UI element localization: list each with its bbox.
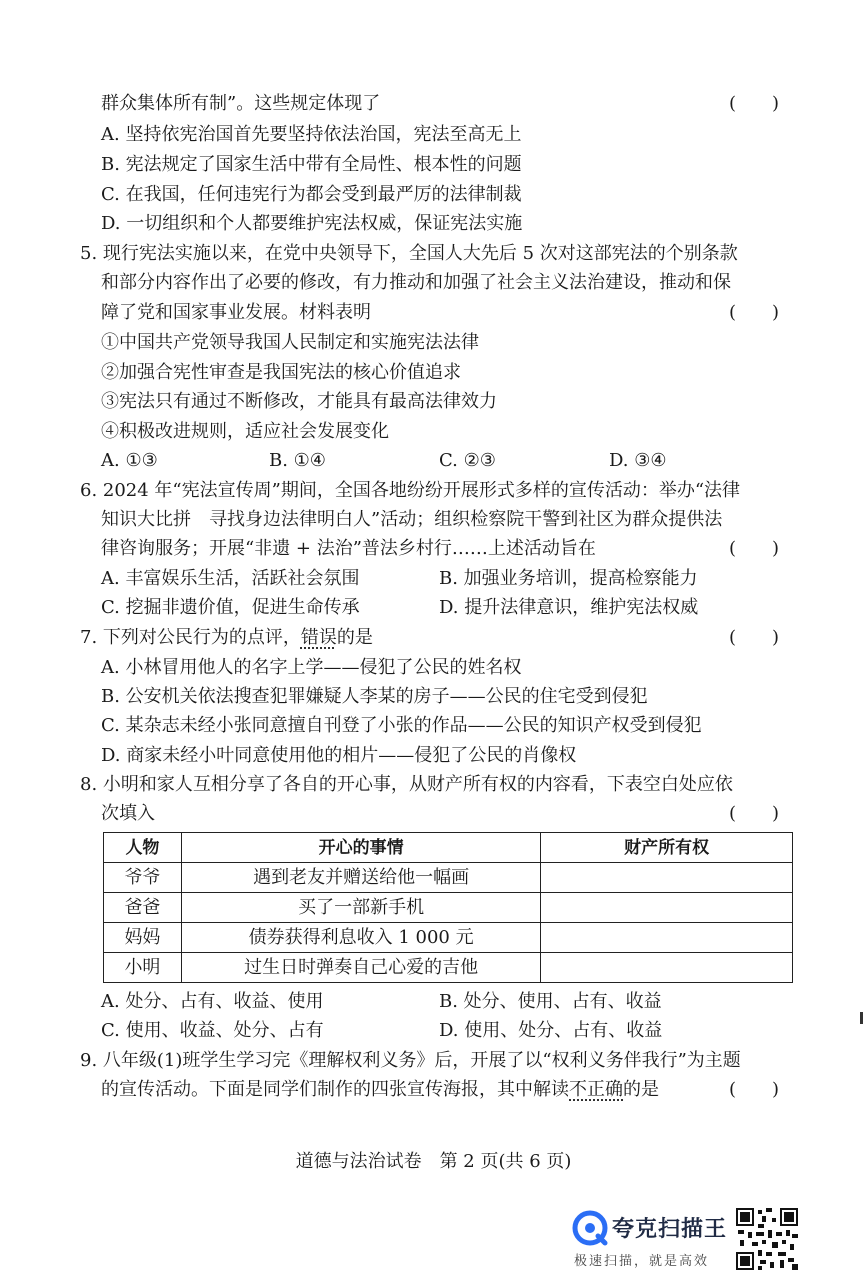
watermark-slogan: 极速扫描，就是高效 — [574, 1254, 710, 1269]
q4-stem-end: 群众集体所有制”。这些规定体现了 — [101, 93, 381, 114]
q7-emphasis — [301, 627, 337, 648]
table-cell-event: 买了一部新手机 — [181, 893, 540, 923]
q8-answer-paren: ( ) — [729, 803, 780, 824]
q7-stem — [80, 626, 373, 650]
q6-option-d: D. 提升法律意识，维护宪法权威 — [439, 597, 699, 618]
q8-stem-line1: 8. 小明和家人互相分享了各自的开心事，从财产所有权的内容看，下表空白处应依 — [80, 774, 733, 795]
table-cell-event: 过生日时弹奏自己心爱的吉他 — [181, 953, 540, 983]
table-header-row — [104, 833, 793, 863]
q8-option-d: D. 使用、处分、占有、收益 — [439, 1020, 663, 1041]
quark-logo-icon — [572, 1210, 608, 1246]
q6-stem-line2: 知识大比拼 寻找身边法律明白人”活动；组织检察院干警到社区为群众提供法 — [101, 509, 723, 530]
page-footer: 道德与法治试卷 第 2 页(共 6 页) — [295, 1151, 572, 1172]
table-cell-person: 爸爸 — [104, 893, 182, 923]
table-cell-event: 遇到老友并赠送给他一幅画 — [181, 863, 540, 893]
table-cell-blank — [541, 863, 793, 893]
q6-answer-paren: ( ) — [729, 538, 780, 559]
table-header-cell: 财产所有权 — [541, 833, 793, 863]
property-table — [103, 832, 793, 983]
table-cell-person: 小明 — [104, 953, 182, 983]
q5-option-a: A. ①③ — [101, 450, 158, 471]
q7-stem-pre: 7. 下列对公民行为的点评， — [80, 627, 301, 648]
q7-emphasis-text: 错误 — [300, 627, 337, 648]
q5-statement-2: ②加强合宪性审查是我国宪法的核心价值追求 — [101, 362, 461, 383]
table-cell-person: 妈妈 — [104, 923, 182, 953]
q5-option-b: B. ①④ — [269, 450, 326, 471]
q7-option-a: A. 小林冒用他人的名字上学——侵犯了公民的姓名权 — [101, 657, 522, 678]
q4-option-b: B. 宪法规定了国家生活中带有全局性、根本性的问题 — [101, 154, 522, 175]
q6-stem-line1: 6. 2024 年“宪法宣传周”期间，全国各地纷纷开展形式多样的宣传活动：举办“法律 — [80, 480, 741, 501]
table-row — [104, 863, 793, 893]
q5-statement-1: ①中国共产党领导我国人民制定和实施宪法法律 — [101, 332, 479, 353]
q4-option-d: D. 一切组织和个人都要维护宪法权威，保证宪法实施 — [101, 213, 523, 234]
q5-answer-paren: ( ) — [729, 302, 780, 323]
table-cell-blank — [541, 923, 793, 953]
q5-stem-line3: 障了党和国家事业发展。材料表明 — [101, 302, 371, 323]
q4-option-c: C. 在我国，任何违宪行为都会受到最严厉的法律制裁 — [101, 184, 522, 205]
q4-option-a: A. 坚持依宪治国首先要坚持依法治国，宪法至高无上 — [101, 124, 522, 145]
q8-option-a: A. 处分、占有、收益、使用 — [101, 991, 324, 1012]
q9-stem-line1: 9. 八年级(1)班学生学习完《理解权利义务》后，开展了以“权利义务伴我行”为主题 — [80, 1050, 741, 1071]
q7-stem-post: 的是 — [336, 627, 373, 648]
q7-option-b: B. 公安机关依法搜查犯罪嫌疑人李某的房子——公民的住宅受到侵犯 — [101, 686, 648, 707]
table-cell-person: 爷爷 — [104, 863, 182, 893]
q9-answer-paren: ( ) — [729, 1079, 780, 1100]
q4-answer-paren: ( ) — [729, 93, 780, 114]
q8-option-b: B. 处分、使用、占有、收益 — [439, 991, 662, 1012]
table-cell-event: 债券获得利息收入 1 000 元 — [181, 923, 540, 953]
q9-stem-line2 — [101, 1078, 659, 1102]
q5-option-c: C. ②③ — [439, 450, 496, 471]
table-row — [104, 923, 793, 953]
q5-option-d: D. ③④ — [609, 450, 667, 471]
q8-stem-line2: 次填入 — [101, 803, 155, 824]
q6-option-c: C. 挖掘非遗价值，促进生命传承 — [101, 597, 360, 618]
q6-option-a: A. 丰富娱乐生活，活跃社会氛围 — [101, 568, 360, 589]
watermark-app-name: 夸克扫描王 — [612, 1217, 728, 1242]
q7-option-c: C. 某杂志未经小张同意擅自刊登了小张的作品——公民的知识产权受到侵犯 — [101, 715, 702, 736]
q9-stem-pre: 的宣传活动。下面是同学们制作的四张宣传海报，其中解读 — [101, 1079, 569, 1100]
q9-emphasis: 不正确 — [569, 1079, 623, 1100]
table-header-cell: 开心的事情 — [181, 833, 540, 863]
q6-option-b: B. 加强业务培训，提高检察能力 — [439, 568, 698, 589]
q6-stem-line3: 律咨询服务；开展“非遗 + 法治”普法乡村行……上述活动旨在 — [101, 538, 596, 559]
table-cell-blank — [541, 953, 793, 983]
table-header-cell: 人物 — [104, 833, 182, 863]
q5-statement-4: ④积极改进规则，适应社会发展变化 — [101, 421, 389, 442]
scanner-watermark — [572, 1206, 867, 1287]
qr-code-icon — [734, 1206, 800, 1272]
table-row — [104, 953, 793, 983]
q7-answer-paren: ( ) — [729, 627, 780, 648]
q5-statement-3: ③宪法只有通过不断修改，才能具有最高法律效力 — [101, 391, 497, 412]
q8-option-c: C. 使用、收益、处分、占有 — [101, 1020, 324, 1041]
q5-stem-line1: 5. 现行宪法实施以来，在党中央领导下，全国人大先后 5 次对这部宪法的个别条款 — [80, 243, 738, 264]
table-row — [104, 893, 793, 923]
scan-edge-mark — [860, 1012, 863, 1024]
q7-option-d: D. 商家未经小叶同意使用他的相片——侵犯了公民的肖像权 — [101, 745, 577, 766]
q9-stem-post: 的是 — [623, 1079, 659, 1100]
table-cell-blank — [541, 893, 793, 923]
q5-stem-line2: 和部分内容作出了必要的修改，有力推动和加强了社会主义法治建设，推动和保 — [101, 272, 731, 293]
